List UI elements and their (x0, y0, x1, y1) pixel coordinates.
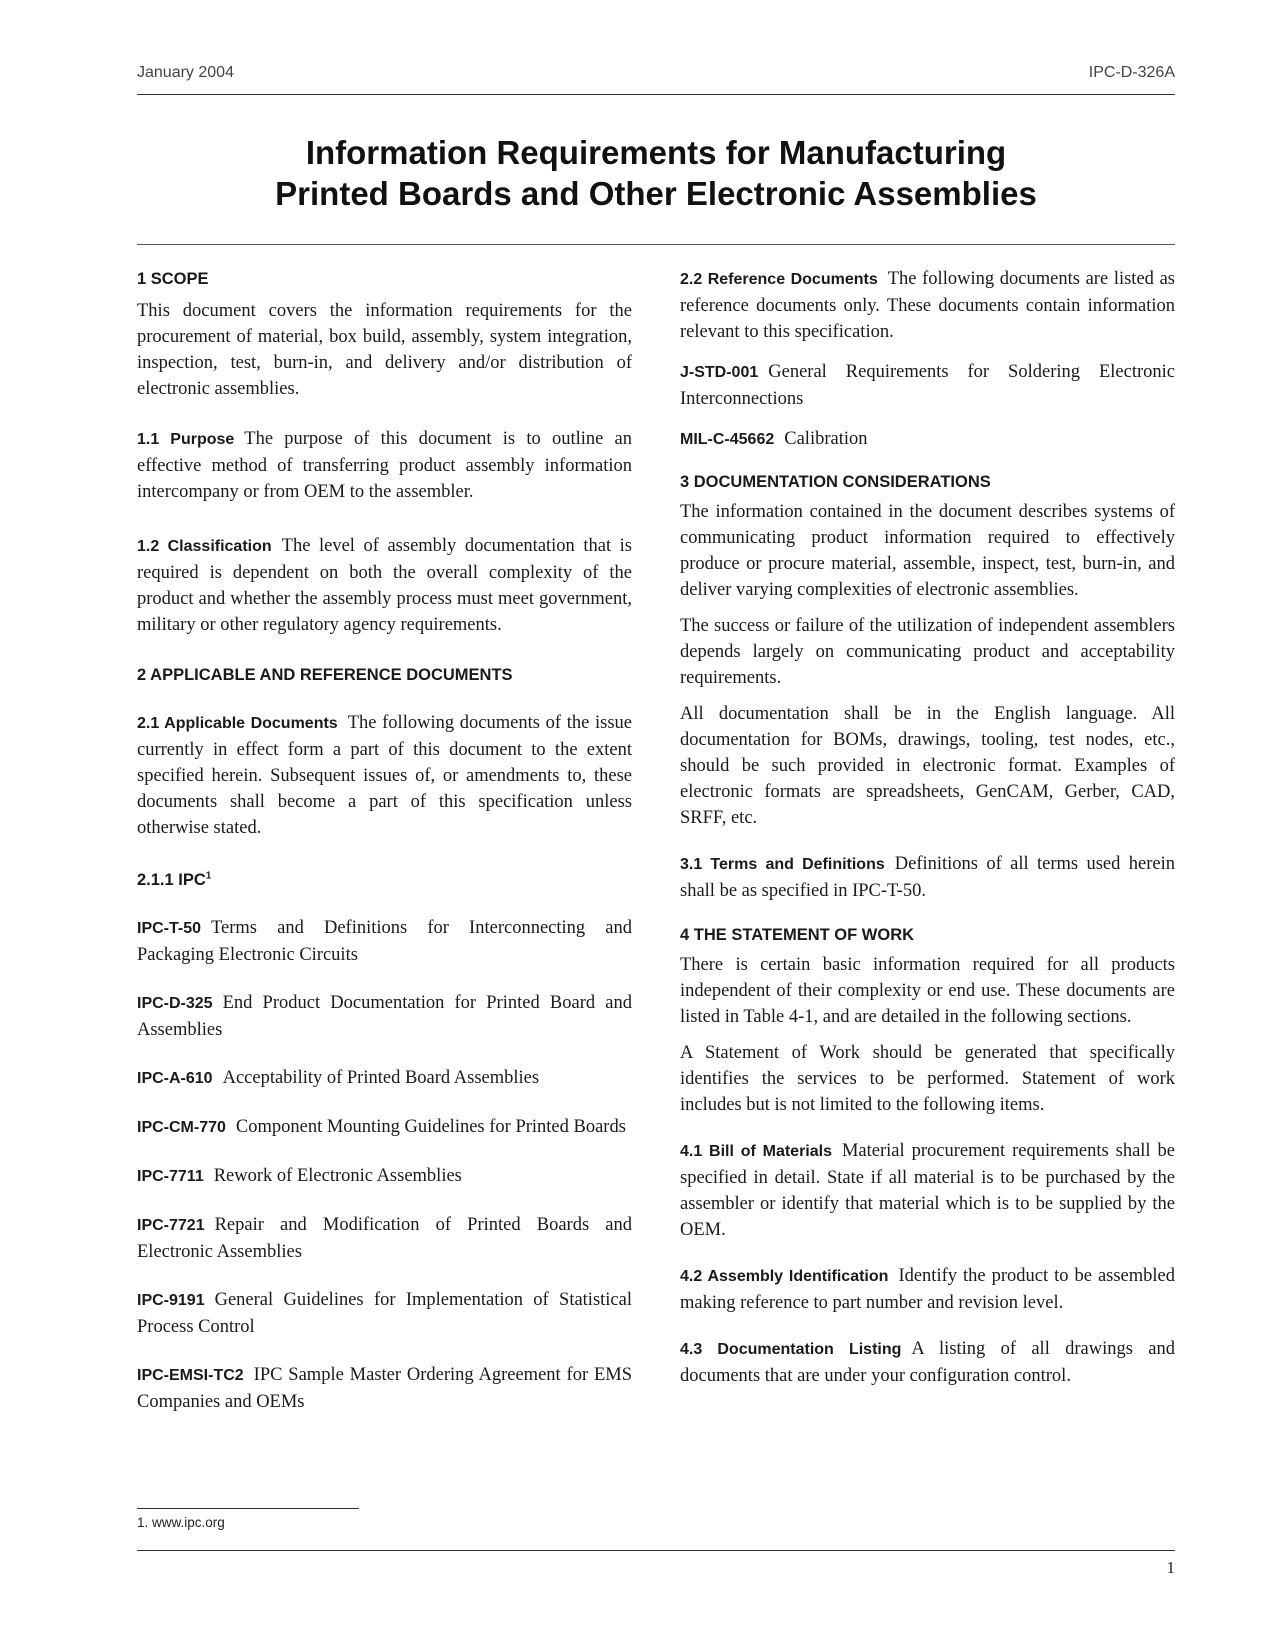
documentation-heading: 3 DOCUMENTATION CONSIDERATIONS (680, 473, 991, 491)
ref-ipc-cm-770 (137, 1114, 632, 1141)
ref-ipc-7721 (137, 1212, 632, 1265)
ref-code: IPC-A-610 (137, 1070, 213, 1087)
ref-title: Component Mounting Guidelines for Printed Boards (235, 1117, 626, 1137)
documentation-paragraph-2: The success or failure of the utilization of independent assemblers depends largely on communicating product and acceptability requirements. (680, 616, 1175, 688)
ref-ipc-d-325 (137, 990, 632, 1043)
ref-code: IPC-7711 (137, 1168, 204, 1185)
ipc-heading (137, 867, 632, 893)
classification-paragraph (137, 533, 632, 638)
applicable-lead: 2.1 Applicable Documents (137, 715, 338, 732)
terms-text: Definitions of all terms used herein shall be as specified in IPC-T-50. (680, 854, 1175, 901)
ref-ipc-emsi-tc2 (137, 1362, 632, 1415)
ref-title: End Product Documentation for Printed Board and Assemblies (137, 993, 632, 1040)
ref-title: General Guidelines for Implementation of Statistical Process Control (137, 1290, 632, 1337)
purpose-paragraph (137, 426, 632, 505)
ref-title: Calibration (784, 429, 868, 449)
assembly-identification-lead: 4.2 Assembly Identification (680, 1268, 889, 1285)
scope-heading: 1 SCOPE (137, 270, 209, 288)
ref-title: Acceptability of Printed Board Assemblies (222, 1068, 540, 1088)
bill-of-materials-lead: 4.1 Bill of Materials (680, 1143, 832, 1160)
documentation-paragraph-3: All documentation shall be in the English language. All documentation for BOMs, drawings, tooling, test nodes, etc., should be such provided in electronic format. Examples of electronic formats are spreadsheets, GenCAM, Gerber, CAD, SRFF, etc. (680, 704, 1175, 828)
ref-ipc-t-50 (137, 915, 632, 968)
ref-ipc-a-610 (137, 1065, 632, 1092)
classification-text: The level of assembly documentation that is required is dependent on both the overall complexity of the product and whether the assembly process must meet government, military or other regulatory agency requirements. (137, 536, 633, 635)
left-column (137, 266, 632, 1415)
ref-j-std-001 (680, 359, 1175, 412)
ref-code: IPC-T-50 (137, 920, 202, 937)
assembly-identification-text: Identify the product to be assembled making reference to part number and revision level. (680, 1266, 1176, 1313)
title-divider (137, 244, 1175, 245)
footnote-divider (137, 1508, 359, 1509)
header-doc-id: IPC-D-326A (1088, 64, 1175, 81)
title-line-2: Printed Boards and Other Electronic Assemblies (275, 175, 1037, 212)
title-line-1: Information Requirements for Manufacturing (305, 134, 1007, 171)
documentation-listing-lead: 4.3 Documentation Listing (680, 1341, 902, 1358)
ref-ipc-7711 (137, 1163, 632, 1190)
documentation-listing-paragraph (680, 1336, 1175, 1389)
scope-text: This document covers the information requirements for the procurement of material, box build, assembly, system integration, inspection, test, burn-in, and delivery and/or distribution of electronic assemblies. (137, 301, 632, 399)
bill-of-materials-paragraph (680, 1138, 1175, 1243)
ref-code: IPC-CM-770 (137, 1119, 226, 1136)
page-number: 1 (1166, 1558, 1175, 1577)
ref-title: Terms and Definitions for Interconnecting and Packaging Electronic Circuits (137, 918, 632, 965)
ref-code: IPC-EMSI-TC2 (137, 1367, 244, 1384)
header-date: January 2004 (137, 64, 234, 81)
ipc-heading-text: 2.1.1 IPC (137, 871, 206, 889)
applicable-text: The following documents of the issue currently in effect form a part of this document to the extent specified herein. Subsequent issues of, or amendments to, these documents shall become a part of this specification unless otherwise stated. (137, 713, 632, 838)
reference-documents-lead: 2.2 Reference Documents (680, 271, 878, 288)
statement-of-work-paragraph-2: A Statement of Work should be generated that specifically identifies the services to be performed. Statement of work includes but is not limited to the following items. (680, 1043, 1175, 1115)
ref-mil-c-45662 (680, 426, 1175, 453)
purpose-lead: 1.1 Purpose (137, 431, 235, 448)
ref-code: MIL-C-45662 (680, 431, 775, 448)
ref-title: Rework of Electronic Assemblies (213, 1166, 462, 1186)
applicable-paragraph (137, 710, 632, 841)
ref-title: Repair and Modification of Printed Boards and Electronic Assemblies (137, 1215, 632, 1262)
ref-code: J-STD-001 (680, 364, 759, 381)
footnote: 1. www.ipc.org (137, 1515, 225, 1530)
documentation-paragraph-1: The information contained in the document describes systems of communicating product information required to effectively produce or procure material, assemble, inspect, test, burn-in, and deliver varying complexities of electronic assemblies. (680, 502, 1175, 600)
ref-code: IPC-9191 (137, 1292, 205, 1309)
terms-lead: 3.1 Terms and Definitions (680, 856, 885, 873)
classification-lead: 1.2 Classification (137, 538, 272, 555)
statement-of-work-heading: 4 THE STATEMENT OF WORK (680, 926, 915, 944)
reference-documents-paragraph (680, 266, 1175, 345)
applicable-heading: 2 APPLICABLE AND REFERENCE DOCUMENTS (137, 666, 513, 684)
bill-of-materials-text: Material procurement requirements shall be specified in detail. State if all material is to be purchased by the assembler or identify that material which is to be supplied by the OEM. (680, 1141, 1176, 1240)
document-title (137, 132, 1175, 214)
ref-code: IPC-D-325 (137, 995, 213, 1012)
ref-title: General Requirements for Soldering Electronic Interconnections (680, 362, 1175, 409)
ref-ipc-9191 (137, 1287, 632, 1340)
running-header (137, 64, 1175, 95)
documentation-listing-text: A listing of all drawings and documents that are under your configuration control. (680, 1339, 1175, 1386)
right-column (680, 266, 1175, 1389)
footer-divider (137, 1550, 1175, 1551)
reference-documents-text: The following documents are listed as reference documents only. These documents contain information relevant to this specification. (680, 269, 1175, 342)
assembly-identification-paragraph (680, 1263, 1175, 1316)
purpose-text: The purpose of this document is to outline an effective method of transferring product assembly information intercompany or from OEM to the assembler. (137, 429, 633, 502)
ref-title: IPC Sample Master Ordering Agreement for EMS Companies and OEMs (137, 1365, 632, 1412)
statement-of-work-paragraph-1: There is certain basic information required for all products independent of their complexity or end use. These documents are listed in Table 4-1, and are detailed in the following sections. (680, 955, 1175, 1027)
ref-code: IPC-7721 (137, 1217, 205, 1234)
footnote-mark: 1 (205, 870, 212, 882)
terms-paragraph (680, 851, 1175, 904)
